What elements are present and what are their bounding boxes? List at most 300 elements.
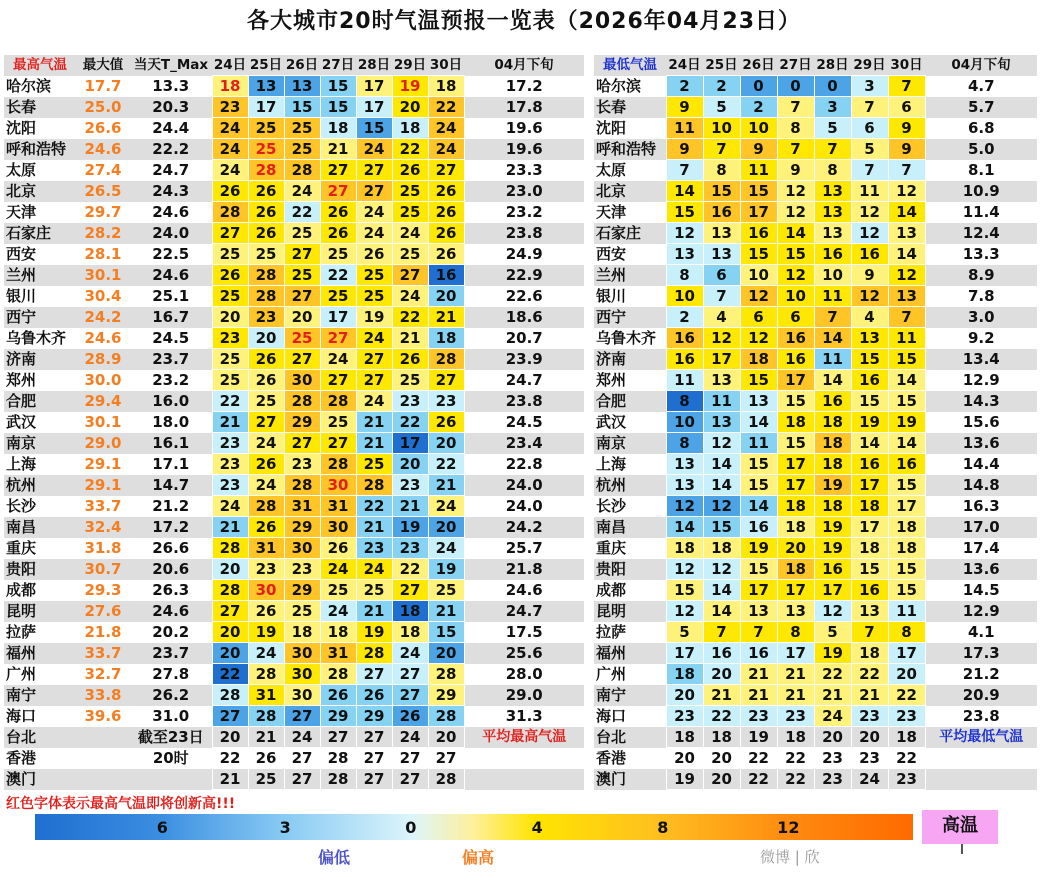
forecast-cell: 5 — [814, 622, 851, 643]
period-avg-value: 14.5 — [962, 581, 1000, 599]
forecast-cell: 15 — [740, 181, 777, 202]
forecast-cell: 28 — [212, 580, 248, 601]
forecast-cell: 13 — [666, 244, 703, 265]
forecast-cell: 17 — [777, 580, 814, 601]
forecast-cell: 18 — [284, 622, 320, 643]
period-avg-value: 23.2 — [505, 203, 543, 221]
city-name: 沈阳 — [596, 119, 627, 137]
forecast-cell: 5 — [851, 139, 888, 160]
forecast-cell: 12 — [666, 559, 703, 580]
table-row — [594, 601, 1037, 622]
today-max-value: 18.0 — [152, 413, 190, 431]
city-name: 乌鲁木齐 — [596, 329, 657, 347]
forecast-cell: 19 — [392, 517, 428, 538]
forecast-cell: 18 — [814, 496, 851, 517]
period-avg-value: 24.2 — [464, 517, 584, 538]
table-row — [4, 559, 584, 580]
forecast-cell: 8 — [703, 160, 740, 181]
forecast-cell: 29 — [428, 685, 464, 706]
table-row — [594, 580, 1037, 601]
forecast-cell: 26 — [248, 601, 284, 622]
forecast-cell: 16 — [777, 328, 814, 349]
city-name: 南宁 — [594, 685, 666, 706]
today-max-value: 17.2 — [130, 517, 212, 538]
record-value: 27.6 — [76, 601, 130, 622]
forecast-cell: 21 — [428, 601, 464, 622]
forecast-cell: 7 — [703, 139, 740, 160]
table-row — [4, 706, 584, 727]
forecast-cell: 27 — [356, 370, 392, 391]
forecast-cell: 23 — [392, 391, 428, 412]
forecast-cell: 15 — [666, 580, 703, 601]
forecast-cell: 30 — [248, 580, 284, 601]
forecast-cell: 23 — [888, 706, 925, 727]
forecast-cell: 15 — [851, 349, 888, 370]
forecast-cell: 23 — [814, 748, 851, 769]
forecast-cell: 25 — [356, 265, 392, 286]
forecast-cell: 13 — [284, 76, 320, 97]
forecast-cell: 27 — [392, 580, 428, 601]
forecast-cell: 2 — [703, 76, 740, 97]
city-name: 南昌 — [4, 517, 76, 538]
city-name: 南京 — [4, 433, 76, 454]
forecast-cell: 17 — [777, 454, 814, 475]
forecast-cell: 24 — [392, 223, 428, 244]
table-row — [4, 769, 584, 790]
forecast-cell: 8 — [666, 265, 703, 286]
forecast-cell: 27 — [284, 349, 320, 370]
period-avg-value: 23.9 — [464, 349, 584, 370]
forecast-cell: 23 — [212, 454, 248, 475]
forecast-cell: 30 — [284, 685, 320, 706]
forecast-cell: 26 — [392, 706, 428, 727]
forecast-cell: 12 — [740, 286, 777, 307]
forecast-cell: 28 — [284, 391, 320, 412]
table-row — [4, 181, 584, 202]
forecast-cell: 19 — [814, 538, 851, 559]
period-avg-value: 16.3 — [962, 497, 1000, 515]
city-name: 银川 — [6, 287, 37, 305]
record-value: 30.1 — [76, 265, 130, 286]
forecast-cell: 16 — [777, 349, 814, 370]
period-avg-value: 19.6 — [464, 139, 584, 160]
forecast-cell: 27 — [320, 160, 356, 181]
forecast-cell: 7 — [851, 622, 888, 643]
day-header: 28日 — [356, 55, 392, 76]
forecast-cell: 26 — [248, 454, 284, 475]
forecast-cell: 22 — [212, 391, 248, 412]
forecast-cell: 15 — [777, 433, 814, 454]
forecast-cell: 14 — [888, 202, 925, 223]
forecast-cell: 8 — [888, 622, 925, 643]
forecast-cell: 27 — [284, 244, 320, 265]
day-header: 28日 — [814, 55, 851, 76]
today-max-value: 22.2 — [130, 139, 212, 160]
city-name: 兰州 — [4, 265, 76, 286]
forecast-cell: 20 — [212, 622, 248, 643]
forecast-cell: 11 — [703, 391, 740, 412]
forecast-cell: 15 — [777, 244, 814, 265]
forecast-cell: 21 — [356, 517, 392, 538]
forecast-cell: 22 — [392, 559, 428, 580]
table-row — [4, 286, 584, 307]
city-name: 天津 — [6, 203, 37, 221]
today-max-value: 26.3 — [152, 581, 190, 599]
forecast-cell: 23 — [212, 328, 248, 349]
forecast-cell: 15 — [320, 76, 356, 97]
forecast-cell: 24 — [428, 118, 464, 139]
forecast-cell: 25 — [356, 454, 392, 475]
forecast-cell: 20 — [703, 664, 740, 685]
forecast-cell: 12 — [666, 496, 703, 517]
city-name: 兰州 — [594, 265, 666, 286]
table-row — [594, 160, 1037, 181]
forecast-cell: 9 — [777, 160, 814, 181]
today-max-value: 27.8 — [152, 665, 190, 683]
forecast-cell: 22 — [392, 412, 428, 433]
forecast-cell: 13 — [740, 391, 777, 412]
forecast-cell: 18 — [428, 76, 464, 97]
max-temp-panel — [4, 55, 584, 791]
forecast-cell: 16 — [814, 244, 851, 265]
table-row — [4, 328, 584, 349]
forecast-cell: 17 — [740, 580, 777, 601]
forecast-cell: 10 — [703, 118, 740, 139]
forecast-cell: 7 — [851, 97, 888, 118]
forecast-cell: 18 — [888, 727, 925, 748]
forecast-cell: 24 — [248, 643, 284, 664]
day-header: 30日 — [888, 55, 925, 76]
period-avg-value: 5.7 — [925, 97, 1037, 118]
table-row — [594, 139, 1037, 160]
forecast-cell: 8 — [666, 391, 703, 412]
record-value: 27.4 — [84, 161, 122, 179]
period-avg-value: 13.4 — [925, 349, 1037, 370]
forecast-cell: 23 — [740, 706, 777, 727]
forecast-cell: 22 — [212, 748, 248, 769]
forecast-cell: 15 — [851, 559, 888, 580]
forecast-cell: 19 — [392, 76, 428, 97]
forecast-cell: 25 — [248, 244, 284, 265]
forecast-cell: 10 — [666, 412, 703, 433]
city-name: 广州 — [6, 665, 37, 683]
forecast-cell: 13 — [851, 601, 888, 622]
forecast-cell: 27 — [320, 328, 356, 349]
forecast-cell: 28 — [248, 664, 284, 685]
forecast-cell: 25 — [212, 286, 248, 307]
forecast-cell: 15 — [428, 622, 464, 643]
forecast-cell: 18 — [703, 538, 740, 559]
city-name: 上海 — [596, 455, 627, 473]
forecast-cell: 14 — [777, 223, 814, 244]
forecast-cell: 7 — [703, 286, 740, 307]
city-name: 台北 — [594, 727, 666, 748]
forecast-cell: 26 — [212, 181, 248, 202]
table-row — [594, 391, 1037, 412]
table-row — [4, 160, 584, 181]
period-avg-value: 平均最高气温 — [464, 727, 584, 748]
table-row — [4, 223, 584, 244]
forecast-cell: 18 — [392, 622, 428, 643]
period-avg-value: 12.9 — [962, 371, 1000, 389]
forecast-cell: 0 — [814, 76, 851, 97]
day-header: 25日 — [248, 55, 284, 76]
forecast-cell: 23 — [248, 559, 284, 580]
forecast-cell: 14 — [851, 433, 888, 454]
table-row — [594, 244, 1037, 265]
forecast-cell: 13 — [703, 244, 740, 265]
city-name: 西宁 — [594, 307, 666, 328]
forecast-cell: 17 — [740, 202, 777, 223]
forecast-cell: 27 — [356, 664, 392, 685]
city-name: 银川 — [596, 287, 627, 305]
record-value: 32.4 — [76, 517, 130, 538]
forecast-cell: 23 — [428, 391, 464, 412]
period-avg-value: 17.3 — [925, 643, 1037, 664]
forecast-cell: 24 — [248, 433, 284, 454]
city-name: 呼和浩特 — [594, 139, 666, 160]
forecast-cell: 25 — [248, 118, 284, 139]
forecast-cell: 25 — [428, 580, 464, 601]
forecast-cell: 13 — [703, 370, 740, 391]
page-title: 各大城市20时气温预报一览表（2026年04月23日） — [246, 9, 802, 34]
forecast-cell: 17 — [814, 580, 851, 601]
forecast-cell: 11 — [666, 118, 703, 139]
forecast-cell: 0 — [777, 76, 814, 97]
forecast-cell: 28 — [428, 706, 464, 727]
forecast-cell: 18 — [888, 517, 925, 538]
city-name: 海口 — [596, 707, 627, 725]
forecast-cell: 27 — [284, 748, 320, 769]
forecast-cell: 17 — [777, 643, 814, 664]
forecast-cell: 20 — [248, 328, 284, 349]
forecast-cell: 17 — [392, 433, 428, 454]
forecast-cell: 20 — [666, 685, 703, 706]
forecast-cell: 25 — [284, 139, 320, 160]
today-max-value — [130, 769, 212, 790]
forecast-cell: 25 — [284, 265, 320, 286]
forecast-cell: 25 — [248, 391, 284, 412]
forecast-cell: 5 — [666, 622, 703, 643]
forecast-cell: 27 — [248, 412, 284, 433]
period-avg-value — [464, 748, 584, 769]
forecast-cell: 24 — [428, 538, 464, 559]
city-name: 海口 — [6, 707, 37, 725]
city-name: 石家庄 — [594, 223, 666, 244]
forecast-cell: 26 — [428, 244, 464, 265]
forecast-cell: 21 — [212, 769, 248, 790]
forecast-cell: 6 — [851, 118, 888, 139]
forecast-cell: 26 — [428, 202, 464, 223]
forecast-cell: 6 — [703, 265, 740, 286]
forecast-cell: 22 — [320, 265, 356, 286]
forecast-cell: 28 — [320, 391, 356, 412]
min-header-row — [594, 55, 1037, 76]
forecast-cell: 23 — [392, 538, 428, 559]
today-max-value: 24.5 — [152, 329, 190, 347]
forecast-cell: 17 — [666, 643, 703, 664]
table-row — [4, 76, 584, 97]
forecast-cell: 20 — [428, 727, 464, 748]
forecast-cell: 10 — [740, 265, 777, 286]
forecast-cell: 19 — [740, 727, 777, 748]
city-name: 太原 — [596, 161, 627, 179]
forecast-cell: 27 — [320, 727, 356, 748]
record-value: 33.8 — [76, 685, 130, 706]
forecast-cell: 23 — [851, 706, 888, 727]
period-avg-value: 13.6 — [925, 559, 1037, 580]
forecast-cell: 13 — [703, 412, 740, 433]
table-row — [4, 622, 584, 643]
forecast-cell: 12 — [851, 286, 888, 307]
forecast-cell: 29 — [356, 706, 392, 727]
forecast-cell: 21 — [851, 685, 888, 706]
period-avg-value: 20.7 — [505, 329, 543, 347]
city-name: 石家庄 — [4, 223, 76, 244]
forecast-cell: 15 — [284, 97, 320, 118]
forecast-cell: 12 — [851, 223, 888, 244]
forecast-cell: 27 — [356, 160, 392, 181]
forecast-cell: 25 — [392, 244, 428, 265]
forecast-cell: 24 — [320, 601, 356, 622]
forecast-cell: 25 — [212, 370, 248, 391]
forecast-cell: 27 — [356, 769, 392, 790]
forecast-cell: 25 — [356, 580, 392, 601]
record-value — [76, 769, 130, 790]
period-avg-value: 8.9 — [925, 265, 1037, 286]
forecast-cell: 14 — [740, 412, 777, 433]
forecast-cell: 26 — [428, 181, 464, 202]
table-row — [594, 475, 1037, 496]
day-header: 27日 — [320, 55, 356, 76]
period-avg-value: 13.6 — [925, 433, 1037, 454]
table-row — [594, 181, 1037, 202]
legend-tick: 3 — [279, 818, 291, 837]
record-value: 25.0 — [76, 97, 130, 118]
forecast-cell: 20 — [703, 769, 740, 790]
forecast-cell: 9 — [666, 139, 703, 160]
forecast-cell: 8 — [666, 433, 703, 454]
today-max-value: 16.0 — [130, 391, 212, 412]
today-max-value: 26.6 — [152, 539, 190, 557]
city-name: 香港 — [6, 749, 37, 767]
table-row — [4, 601, 584, 622]
table-row — [4, 454, 584, 475]
forecast-cell: 22 — [851, 664, 888, 685]
forecast-cell: 23 — [814, 769, 851, 790]
forecast-cell: 16 — [428, 265, 464, 286]
forecast-cell: 18 — [814, 454, 851, 475]
today-max-value: 24.7 — [152, 161, 190, 179]
day-header: 29日 — [851, 55, 888, 76]
table-row — [594, 97, 1037, 118]
record-value: 33.7 — [76, 643, 130, 664]
period-avg-value: 13.3 — [962, 245, 1000, 263]
forecast-cell: 31 — [248, 538, 284, 559]
forecast-cell: 26 — [428, 412, 464, 433]
forecast-cell: 14 — [814, 328, 851, 349]
forecast-cell: 17 — [851, 475, 888, 496]
city-name: 昆明 — [594, 601, 666, 622]
table-row — [4, 391, 584, 412]
period-avg-value: 23.0 — [464, 181, 584, 202]
table-row — [594, 517, 1037, 538]
forecast-cell: 20 — [428, 286, 464, 307]
city-name: 武汉 — [596, 413, 627, 431]
today-max-value: 24.4 — [152, 119, 190, 137]
forecast-cell: 15 — [888, 475, 925, 496]
forecast-cell: 14 — [666, 181, 703, 202]
table-row — [594, 118, 1037, 139]
watermark: 微博 | 欣 — [760, 848, 820, 866]
forecast-cell: 5 — [814, 118, 851, 139]
today-max-value: 13.3 — [152, 77, 190, 95]
forecast-cell: 19 — [248, 622, 284, 643]
table-row — [4, 538, 584, 559]
max-temp-table — [4, 55, 584, 790]
record-value: 29.1 — [84, 455, 122, 473]
forecast-cell: 24 — [356, 139, 392, 160]
table-row — [4, 727, 584, 748]
forecast-cell: 6 — [777, 307, 814, 328]
forecast-cell: 13 — [888, 223, 925, 244]
forecast-cell: 15 — [888, 580, 925, 601]
forecast-cell: 26 — [248, 223, 284, 244]
period-avg-value: 29.0 — [464, 685, 584, 706]
record-header: 最大值 — [76, 55, 130, 76]
forecast-cell: 13 — [703, 223, 740, 244]
city-name: 南京 — [594, 433, 666, 454]
forecast-cell: 23 — [284, 559, 320, 580]
forecast-cell: 14 — [703, 454, 740, 475]
forecast-cell: 26 — [320, 538, 356, 559]
forecast-cell: 15 — [666, 202, 703, 223]
record-value: 29.0 — [76, 433, 130, 454]
forecast-cell: 6 — [888, 97, 925, 118]
forecast-cell: 25 — [248, 769, 284, 790]
table-row — [594, 223, 1037, 244]
city-name: 长沙 — [596, 497, 627, 515]
period-avg-value: 24.6 — [505, 581, 543, 599]
forecast-cell: 25 — [392, 370, 428, 391]
forecast-cell: 27 — [428, 748, 464, 769]
forecast-cell: 27 — [428, 370, 464, 391]
forecast-cell: 22 — [212, 664, 248, 685]
period-avg-value — [925, 769, 1037, 790]
forecast-cell: 7 — [777, 97, 814, 118]
forecast-cell: 22 — [392, 139, 428, 160]
table-row — [594, 538, 1037, 559]
forecast-cell: 22 — [428, 454, 464, 475]
forecast-cell: 18 — [888, 538, 925, 559]
forecast-cell: 28 — [356, 475, 392, 496]
city-name: 上海 — [6, 455, 37, 473]
period-avg-value: 21.2 — [962, 665, 1000, 683]
forecast-cell: 13 — [851, 328, 888, 349]
forecast-cell: 26 — [248, 517, 284, 538]
forecast-cell: 14 — [814, 370, 851, 391]
city-name: 昆明 — [4, 601, 76, 622]
forecast-cell: 24 — [814, 706, 851, 727]
city-name: 福州 — [4, 643, 76, 664]
forecast-cell: 16 — [851, 454, 888, 475]
forecast-cell: 2 — [666, 307, 703, 328]
forecast-cell: 28 — [320, 769, 356, 790]
forecast-cell: 7 — [814, 139, 851, 160]
day-header: 24日 — [666, 55, 703, 76]
forecast-cell: 21 — [392, 328, 428, 349]
forecast-cell: 11 — [851, 181, 888, 202]
